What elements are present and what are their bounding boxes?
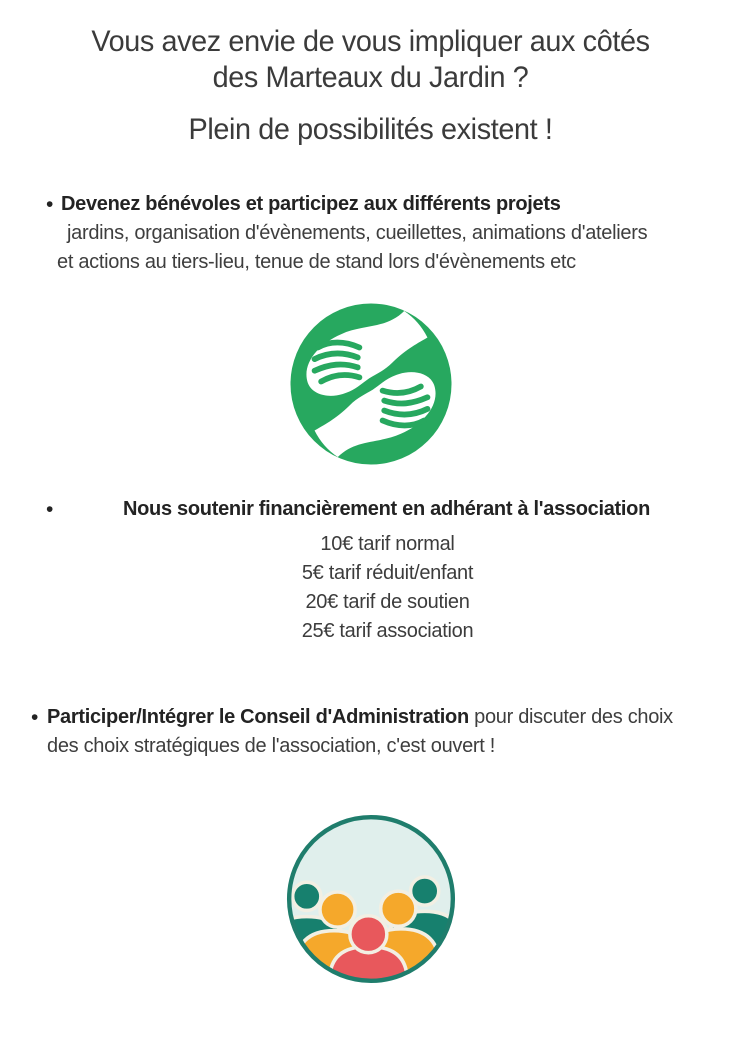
bullet-dot: • [46, 498, 54, 521]
page-title-line-1: Vous avez envie de vous impliquer aux côtés [91, 25, 650, 58]
volunteer-heading: Devenez bénévoles et participez aux différents projets [61, 193, 561, 215]
bullet-volunteer-section [0, 190, 741, 277]
community-illustration [0, 811, 741, 987]
tariff-item: 25€ tarif association [301, 620, 474, 642]
volunteer-description-line-2: et actions au tiers-lieu, tenue de stand lors d'évènements etc [57, 251, 576, 273]
board-text-line-2: des choix stratégiques de l'association, c'est ouvert ! [47, 735, 496, 757]
tariff-item: 20€ tarif de soutien [305, 591, 470, 613]
tariff-item: 10€ tarif normal [320, 533, 455, 555]
helping-hands-illustration [0, 301, 741, 467]
board-text-line-1: pour discuter des choix [468, 706, 673, 728]
bullet-dot: • [31, 706, 39, 729]
bullet-membership-section [0, 495, 741, 646]
page-title [15, 24, 726, 96]
board-heading: Participer/Intégrer le Conseil d'Administration [47, 706, 469, 728]
bullet-board-section [0, 703, 741, 761]
page-title-line-2: des Marteaux du Jardin ? [212, 61, 529, 94]
bullet-dot: • [46, 193, 54, 216]
community-members-icon [283, 811, 459, 987]
page-subtitle: Plein de possibilités existent ! [188, 113, 553, 146]
volunteer-description-line-1: jardins, organisation d'évènements, cueillettes, animations d'ateliers [67, 222, 648, 244]
membership-heading: Nous soutenir financièrement en adhérant à l'association [123, 498, 650, 520]
membership-tariff-list [0, 530, 741, 646]
tariff-item: 5€ tarif réduit/enfant [301, 562, 474, 584]
volunteer-description [46, 219, 719, 277]
helping-hands-icon [288, 301, 454, 467]
